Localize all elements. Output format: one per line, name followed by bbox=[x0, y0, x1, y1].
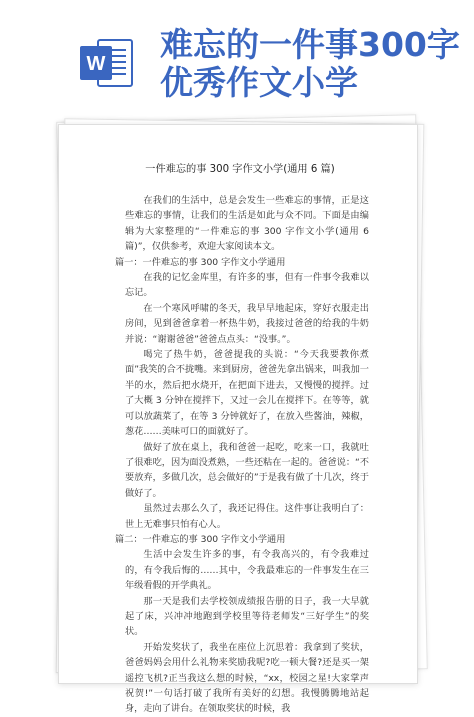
paragraph: 在一个寒风呼啸的冬天，我早早地起床，穿好衣服走出房间，见到爸爸拿着一杯热牛奶，我接过爸爸的给我的牛奶并说：“谢谢爸爸”爸爸点点头：“没事。”。 bbox=[125, 302, 369, 345]
section-heading-1: 篇一：一件难忘的事 300 字作文小学通用 bbox=[115, 256, 286, 268]
word-document-icon bbox=[78, 34, 136, 92]
svg-text:W: W bbox=[86, 53, 106, 75]
document-title: 一件难忘的事 300 字作文小学(通用 6 篇) bbox=[145, 164, 335, 175]
paragraph: 虽然过去那么久了，我还记得住。这件事让我明白了：世上无难事只怕有心人。 bbox=[125, 503, 369, 530]
paragraph: 开始发奖状了，我坐在座位上沉思着：我拿到了奖状，爸爸妈妈会用什么礼物来奖励我呢?吃一顿大餐?还是买一架遥控飞机?正当我这么想的时候，“xx，校园之星!大家掌声祝贺!”一句话打破了我所有美好的幻想。我慢腾腾地站起身，走向了讲台。在领取奖状的时候，我 bbox=[125, 641, 369, 715]
paragraph-intro: 在我们的生活中，总是会发生一些难忘的事情，正是这些难忘的事情，让我们的生活是如此与众不同。下面是由编辑为大家整理的“一件难忘的事 300 字作文小学(通用 6 篇)”，仅供参考，欢迎大家阅读本文。 bbox=[125, 195, 369, 253]
paragraph: 生活中会发生许多的事，有令我高兴的，有令我难过的，有令我后悔的……其中，令我最难忘的一件事发生在三年级看假的开学典礼。 bbox=[125, 549, 369, 592]
document-page bbox=[58, 124, 418, 715]
page-title: 难忘的一件事300字优秀作文小学 bbox=[160, 25, 460, 102]
header-banner bbox=[0, 0, 474, 112]
paragraph: 喝完了热牛奶，爸爸提我的头说：“今天我要教你煮面”我笑的合不拢嘴。来到厨房，爸爸先拿出锅来，叫我加一半的水，然后把水烧开，在把面下进去，又慢慢的搅拌。过了大概 3 分钟在搅拌下，又过一会儿在搅拌下。在等等，就可以放蔬菜了，在等 3 分钟就好了，在放入些酱油，辣椒，葱花……美味可口的面就好了。 bbox=[125, 349, 369, 438]
paragraph: 在我的记忆金库里，有许多的事，但有一件事令我难以忘记。 bbox=[125, 272, 369, 299]
section-heading-2: 篇二：一件难忘的事 300 字作文小学通用 bbox=[115, 533, 286, 545]
paragraph: 那一天是我们去学校领成绩报告册的日子，我一大早就起了床，兴冲冲地跑到学校里等待老师发“三好学生”的奖状。 bbox=[125, 595, 369, 638]
paragraph: 做好了放在桌上，我和爸爸一起吃，吃来一口，我就吐了很难吃，因为面没煮熟，一些还粘在一起的。爸爸说：“不要放弃，多做几次，总会做好的”于是我有做了十几次，终于做好了。 bbox=[125, 441, 369, 499]
